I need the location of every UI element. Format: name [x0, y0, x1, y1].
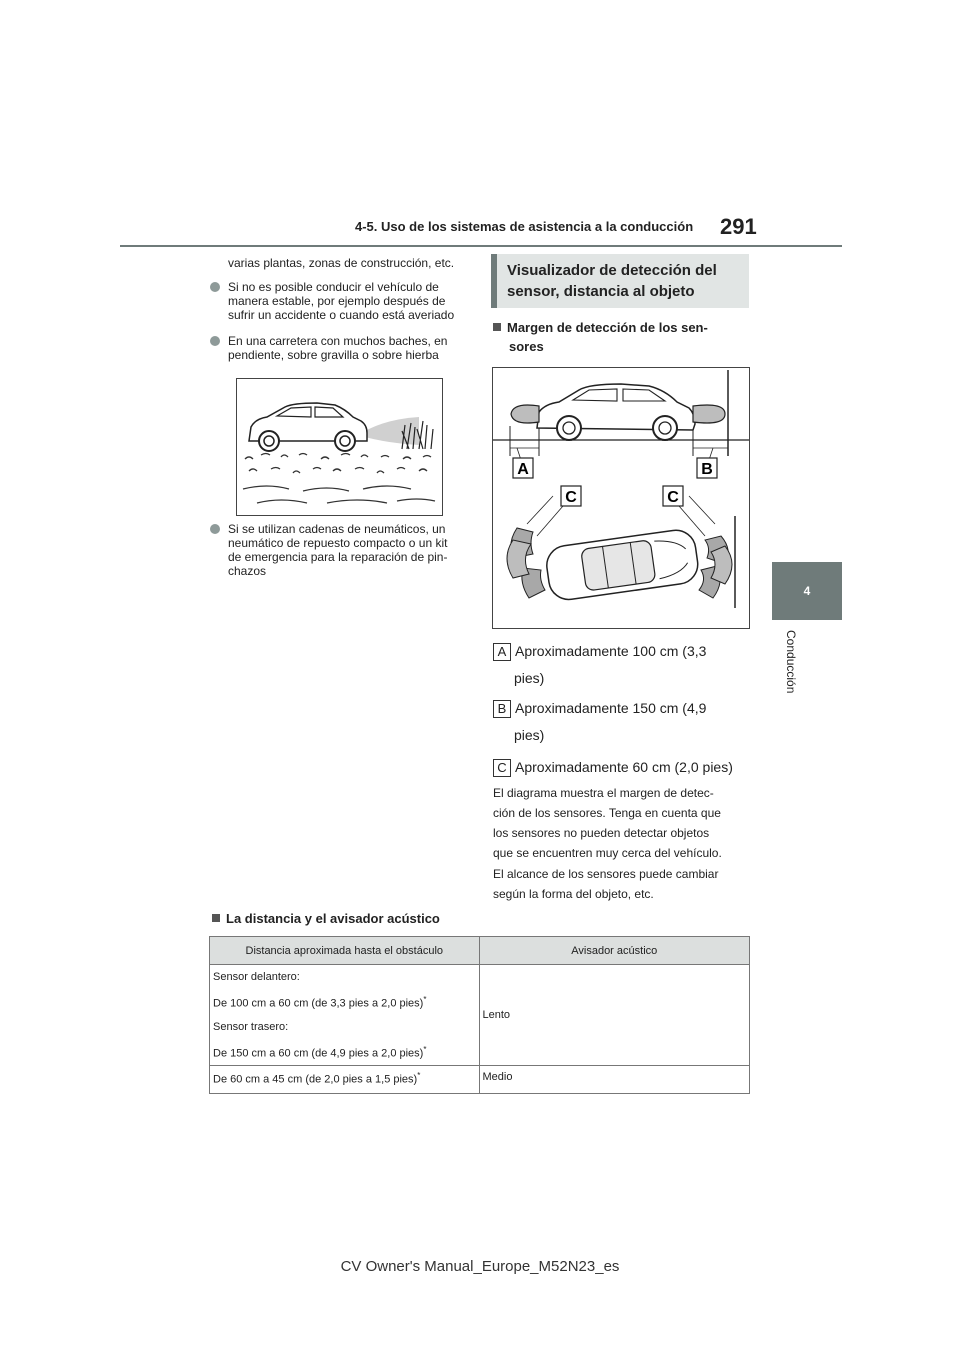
chapter-tab: 4	[772, 562, 842, 620]
definition-text-cont: pies)	[514, 670, 545, 686]
rear-sensor-label: Sensor trasero:	[213, 1020, 289, 1033]
section-title-box	[491, 254, 749, 308]
table-header-row	[210, 937, 750, 965]
definition-b	[493, 694, 753, 722]
diagram-label-a: A	[517, 461, 529, 478]
bullet-dot-icon	[210, 282, 220, 292]
definition-text: Aproximadamente 150 cm (4,9	[515, 700, 707, 716]
diagram-label-b: B	[701, 461, 713, 478]
note-line: El alcance de los sensores puede cambiar	[493, 867, 719, 881]
note-line: los sensores no pueden detectar objetos	[493, 826, 710, 840]
distance-buzzer-table	[209, 936, 750, 1094]
rough-road-illustration	[236, 378, 443, 516]
square-bullet-icon	[212, 914, 220, 922]
bullet-dot-icon	[210, 336, 220, 346]
section-header: 4-5. Uso de los sistemas de asistencia a la conducción	[355, 219, 694, 234]
table-cell: Lento	[479, 965, 749, 1066]
rear-sensor-range: De 150 cm a 60 cm (de 4,9 pies a 2,0 pies)*	[213, 1044, 427, 1060]
table-cell	[210, 965, 480, 1066]
bullet-item	[210, 522, 470, 578]
bullet-line: sufrir un accidente o cuando está averiado	[228, 308, 455, 322]
bullet-item	[210, 334, 470, 362]
subheading-line: sores	[509, 339, 544, 354]
bullet-line: de emergencia para la reparación de pin-	[228, 550, 448, 564]
page-number: 291	[720, 214, 757, 239]
bullet-dot-icon	[210, 524, 220, 534]
diagram-label-c: C	[565, 489, 577, 506]
note-paragraph	[493, 864, 751, 904]
note-paragraph	[493, 783, 751, 863]
bullet-item	[210, 280, 470, 322]
table-row	[210, 1066, 750, 1094]
definition-c	[493, 753, 753, 781]
definition-text-cont: pies)	[514, 727, 545, 743]
bullet-line: En una carretera con muchos baches, en	[228, 334, 448, 348]
note-line: que se encuentren muy cerca del vehículo.	[493, 846, 722, 860]
car-on-rough-road-image	[237, 379, 442, 515]
definition-text: Aproximadamente 60 cm (2,0 pies)	[515, 759, 733, 775]
bullet-line: Si no es posible conducir el vehículo de	[228, 280, 439, 294]
bullet-line: Si se utilizan cadenas de neumáticos, un	[228, 522, 446, 536]
note-line: ción de los sensores. Tenga en cuenta que	[493, 806, 721, 820]
definition-text: Aproximadamente 100 cm (3,3	[515, 643, 707, 659]
table-row	[210, 965, 750, 1066]
subheading-line: Margen de detección de los sen-	[507, 320, 708, 335]
table-cell: Medio	[479, 1066, 749, 1094]
definition-a	[493, 637, 753, 665]
intro-text: varias plantas, zonas de construcción, etc.	[228, 256, 455, 270]
front-sensor-label: Sensor delantero:	[213, 971, 300, 983]
table-cell: De 60 cm a 45 cm (de 2,0 pies a 1,5 pies)*	[210, 1066, 480, 1094]
label-a-box: A	[493, 643, 511, 661]
front-sensor-range: De 100 cm a 60 cm (de 3,3 pies a 2,0 pies)*	[213, 995, 427, 1010]
note-line: El diagrama muestra el margen de detec-	[493, 786, 714, 800]
footer-text: CV Owner's Manual_Europe_M52N23_es	[340, 1258, 620, 1275]
chapter-label	[784, 630, 804, 720]
sensor-range-diagram	[492, 367, 750, 629]
note-line: según la forma del objeto, etc.	[493, 887, 654, 901]
subheading	[493, 318, 753, 356]
table-heading	[212, 909, 440, 928]
label-b-box: B	[493, 700, 511, 718]
column-header: Avisador acústico	[479, 937, 749, 965]
column-header: Distancia aproximada hasta el obstáculo	[210, 937, 480, 965]
sensor-coverage-image	[493, 368, 749, 628]
bullet-line: neumático de repuesto compacto o un kit	[228, 536, 448, 550]
label-c-box: C	[493, 759, 511, 777]
bullet-line: manera estable, por ejemplo después de	[228, 294, 446, 308]
diagram-label-c: C	[667, 489, 679, 506]
bullet-line: pendiente, sobre gravilla o sobre hierba	[228, 348, 439, 362]
section-title: Visualizador de detección del sensor, distancia al objeto	[507, 262, 717, 300]
table-heading-text: La distancia y el avisador acústico	[226, 911, 440, 926]
square-bullet-icon	[493, 323, 501, 331]
bullet-line: chazos	[228, 564, 267, 578]
header-rule	[120, 245, 842, 247]
chapter-label-text: Conducción	[784, 630, 798, 694]
